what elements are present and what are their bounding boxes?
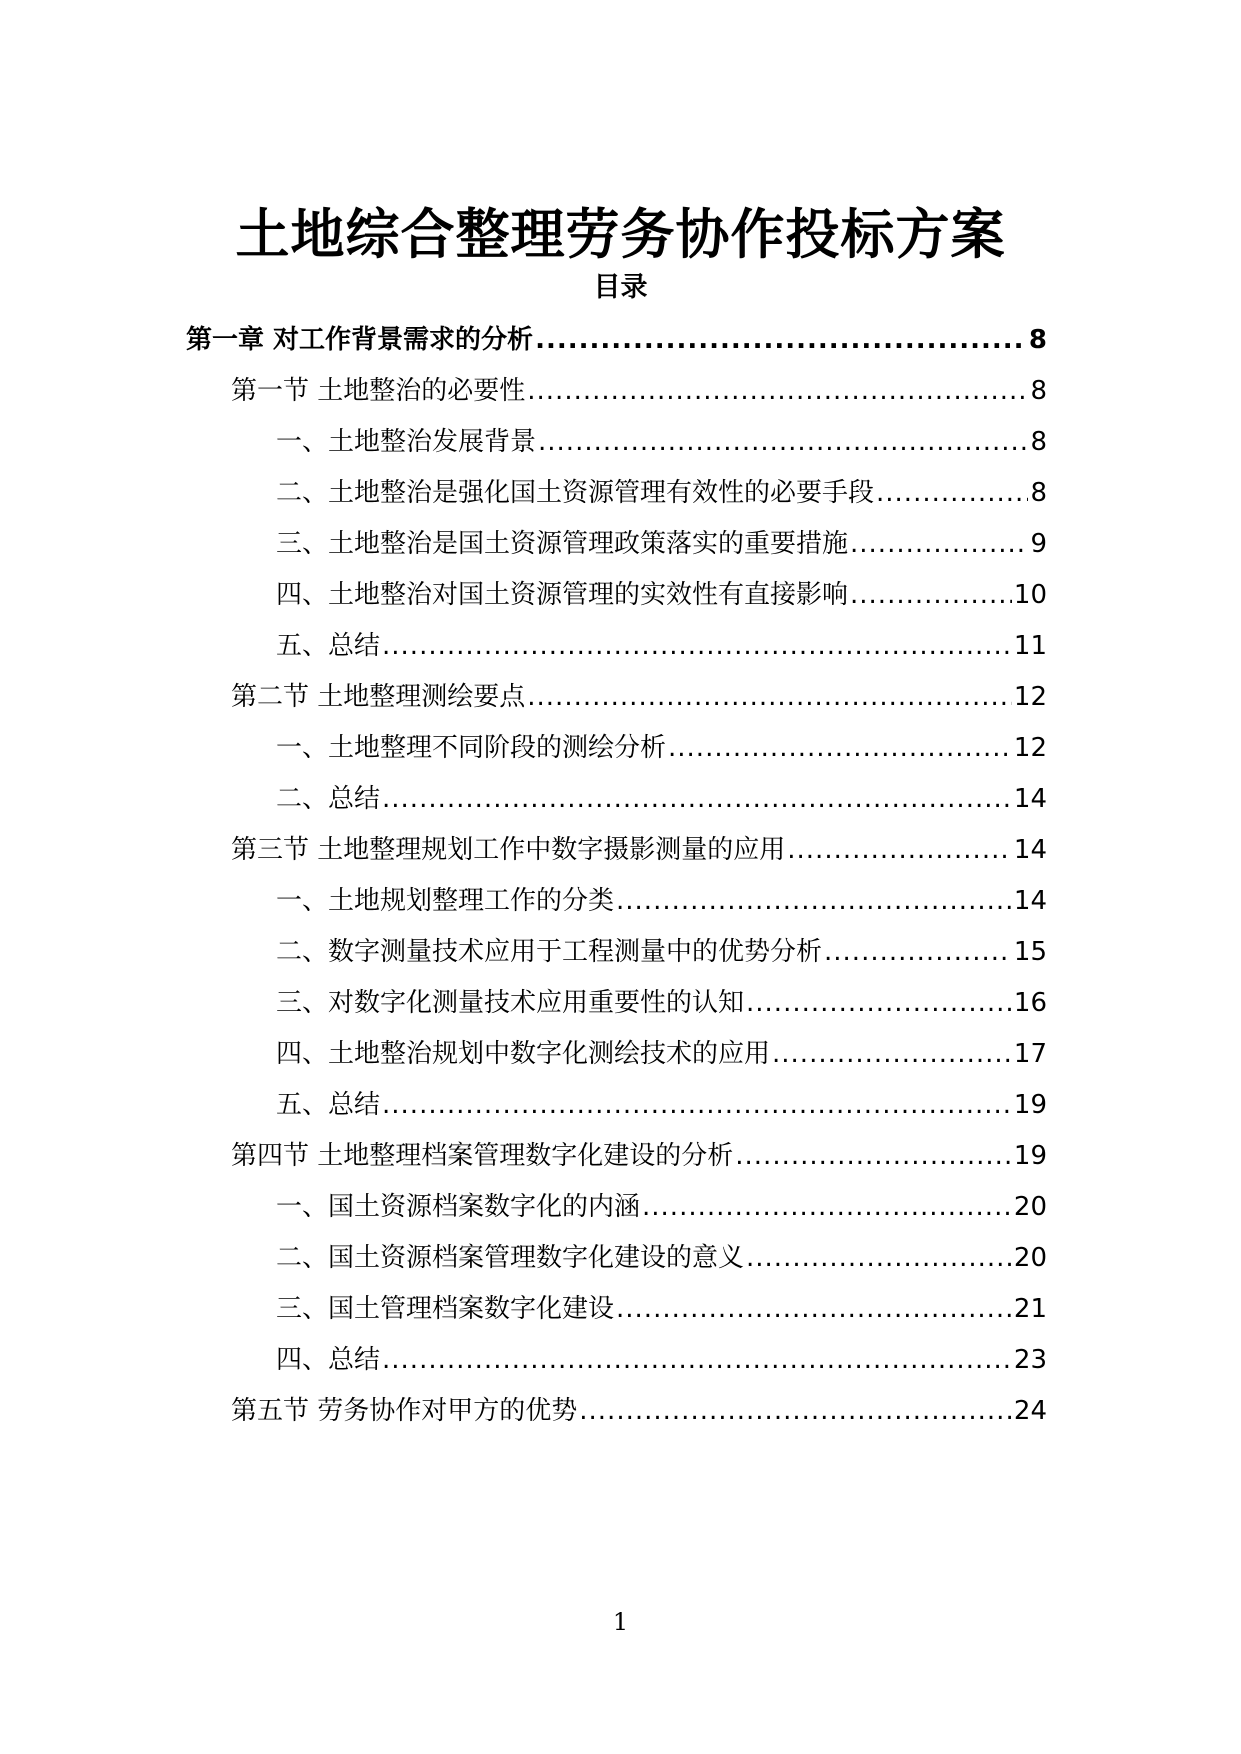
toc-entry-label: 一、土地规划整理工作的分类	[276, 886, 615, 916]
toc-entry-label: 三、国土管理档案数字化建设	[276, 1294, 615, 1324]
toc-entry-label: 第五节 劳务协作对甲方的优势	[231, 1396, 578, 1426]
toc-entry-label: 二、国土资源档案管理数字化建设的意义	[276, 1243, 745, 1273]
toc-entry[interactable]	[276, 983, 1047, 1023]
toc-entry-page: 12	[1013, 682, 1047, 712]
toc-entry-page: 20	[1013, 1192, 1047, 1222]
toc-entry[interactable]	[276, 881, 1047, 921]
toc-heading: 目录	[593, 272, 648, 303]
toc-entry[interactable]	[276, 728, 1047, 768]
toc-entry-page: 20	[1013, 1243, 1047, 1273]
toc-entry-page: 14	[1013, 784, 1047, 814]
toc-dot-leader	[616, 1289, 1012, 1329]
toc-entry-label: 第一节 土地整治的必要性	[231, 376, 526, 406]
toc-entry-page: 8	[1030, 478, 1047, 508]
toc-entry-page: 8	[1030, 376, 1047, 406]
toc-entry-page: 14	[1013, 835, 1047, 865]
toc-entry-label: 第四节 土地整理档案管理数字化建设的分析	[231, 1141, 734, 1171]
toc-entry-page: 15	[1013, 937, 1047, 967]
toc-dot-leader	[382, 1085, 1012, 1125]
toc-entry[interactable]	[276, 524, 1047, 564]
toc-entry-page: 9	[1030, 529, 1047, 559]
toc-entry[interactable]	[186, 320, 1047, 360]
toc-dot-leader	[772, 1034, 1012, 1074]
toc-entry-page: 16	[1013, 988, 1047, 1018]
toc-entry-page: 23	[1013, 1345, 1047, 1375]
toc-entry[interactable]	[276, 422, 1047, 462]
toc-entry[interactable]	[231, 677, 1047, 717]
toc-entry-label: 第一章 对工作背景需求的分析	[186, 325, 534, 355]
toc-dot-leader	[876, 473, 1028, 513]
toc-dot-leader	[527, 371, 1028, 411]
toc-entry-page: 19	[1013, 1141, 1047, 1171]
toc-entry-page: 11	[1013, 631, 1047, 661]
toc-dot-leader	[642, 1187, 1012, 1227]
toc-entry-label: 二、土地整治是强化国土资源管理有效性的必要手段	[276, 478, 875, 508]
toc-entry-label: 四、土地整治规划中数字化测绘技术的应用	[276, 1039, 771, 1069]
document-title: 土地综合整理劳务协作投标方案	[235, 203, 1006, 267]
toc-entry[interactable]	[231, 1391, 1047, 1431]
toc-entry-label: 五、总结	[276, 1090, 381, 1120]
toc-entry-page: 17	[1013, 1039, 1047, 1069]
toc-dot-leader	[382, 626, 1012, 666]
toc-entry-page: 8	[1030, 427, 1047, 457]
toc-entry[interactable]	[276, 626, 1047, 666]
page-number: 1	[612, 1608, 629, 1636]
toc-dot-leader	[616, 881, 1012, 921]
toc-entry-page: 19	[1013, 1090, 1047, 1120]
toc-dot-leader	[787, 830, 1012, 870]
toc-dot-leader	[746, 983, 1012, 1023]
toc-entry-label: 一、国土资源档案数字化的内涵	[276, 1192, 641, 1222]
toc-dot-leader	[382, 1340, 1012, 1380]
toc-entry-label: 第二节 土地整理测绘要点	[231, 682, 526, 712]
toc-entry-page: 8	[1028, 325, 1047, 355]
toc-entry-label: 一、土地整理不同阶段的测绘分析	[276, 733, 667, 763]
toc-entry-page: 21	[1013, 1294, 1047, 1324]
toc-dot-leader	[735, 1136, 1012, 1176]
toc-entry[interactable]	[276, 1085, 1047, 1125]
toc-entry[interactable]	[276, 1340, 1047, 1380]
toc-dot-leader	[824, 932, 1012, 972]
toc-entry-label: 二、数字测量技术应用于工程测量中的优势分析	[276, 937, 823, 967]
toc-dot-leader	[527, 677, 1012, 717]
toc-dot-leader	[382, 779, 1012, 819]
toc-dot-leader	[746, 1238, 1012, 1278]
toc-entry-label: 一、土地整治发展背景	[276, 427, 537, 457]
toc-entry-label: 第三节 土地整理规划工作中数字摄影测量的应用	[231, 835, 786, 865]
toc-entry[interactable]	[276, 1187, 1047, 1227]
toc-entry[interactable]	[231, 371, 1047, 411]
toc-entry-page: 24	[1013, 1396, 1047, 1426]
toc-entry[interactable]	[231, 830, 1047, 870]
toc-entry-page: 12	[1013, 733, 1047, 763]
toc-entry-page: 10	[1013, 580, 1047, 610]
toc-entry-label: 三、土地整治是国土资源管理政策落实的重要措施	[276, 529, 849, 559]
toc-entry[interactable]	[276, 473, 1047, 513]
toc-entry-label: 四、总结	[276, 1345, 381, 1375]
toc-entry-label: 三、对数字化测量技术应用重要性的认知	[276, 988, 745, 1018]
toc-dot-leader	[668, 728, 1012, 768]
toc-entry-label: 二、总结	[276, 784, 381, 814]
toc-entry[interactable]	[276, 1289, 1047, 1329]
toc-dot-leader	[538, 422, 1028, 462]
toc-entry[interactable]	[276, 779, 1047, 819]
toc-dot-leader	[850, 575, 1012, 615]
toc-entry[interactable]	[231, 1136, 1047, 1176]
toc-entry[interactable]	[276, 1034, 1047, 1074]
toc-dot-leader	[850, 524, 1028, 564]
toc-entry[interactable]	[276, 575, 1047, 615]
toc-entry-label: 四、土地整治对国土资源管理的实效性有直接影响	[276, 580, 849, 610]
toc-entry-page: 14	[1013, 886, 1047, 916]
toc-entry[interactable]	[276, 932, 1047, 972]
toc-dot-leader	[579, 1391, 1012, 1431]
toc-entry-label: 五、总结	[276, 631, 381, 661]
toc-dot-leader	[535, 320, 1027, 360]
toc-entry[interactable]	[276, 1238, 1047, 1278]
